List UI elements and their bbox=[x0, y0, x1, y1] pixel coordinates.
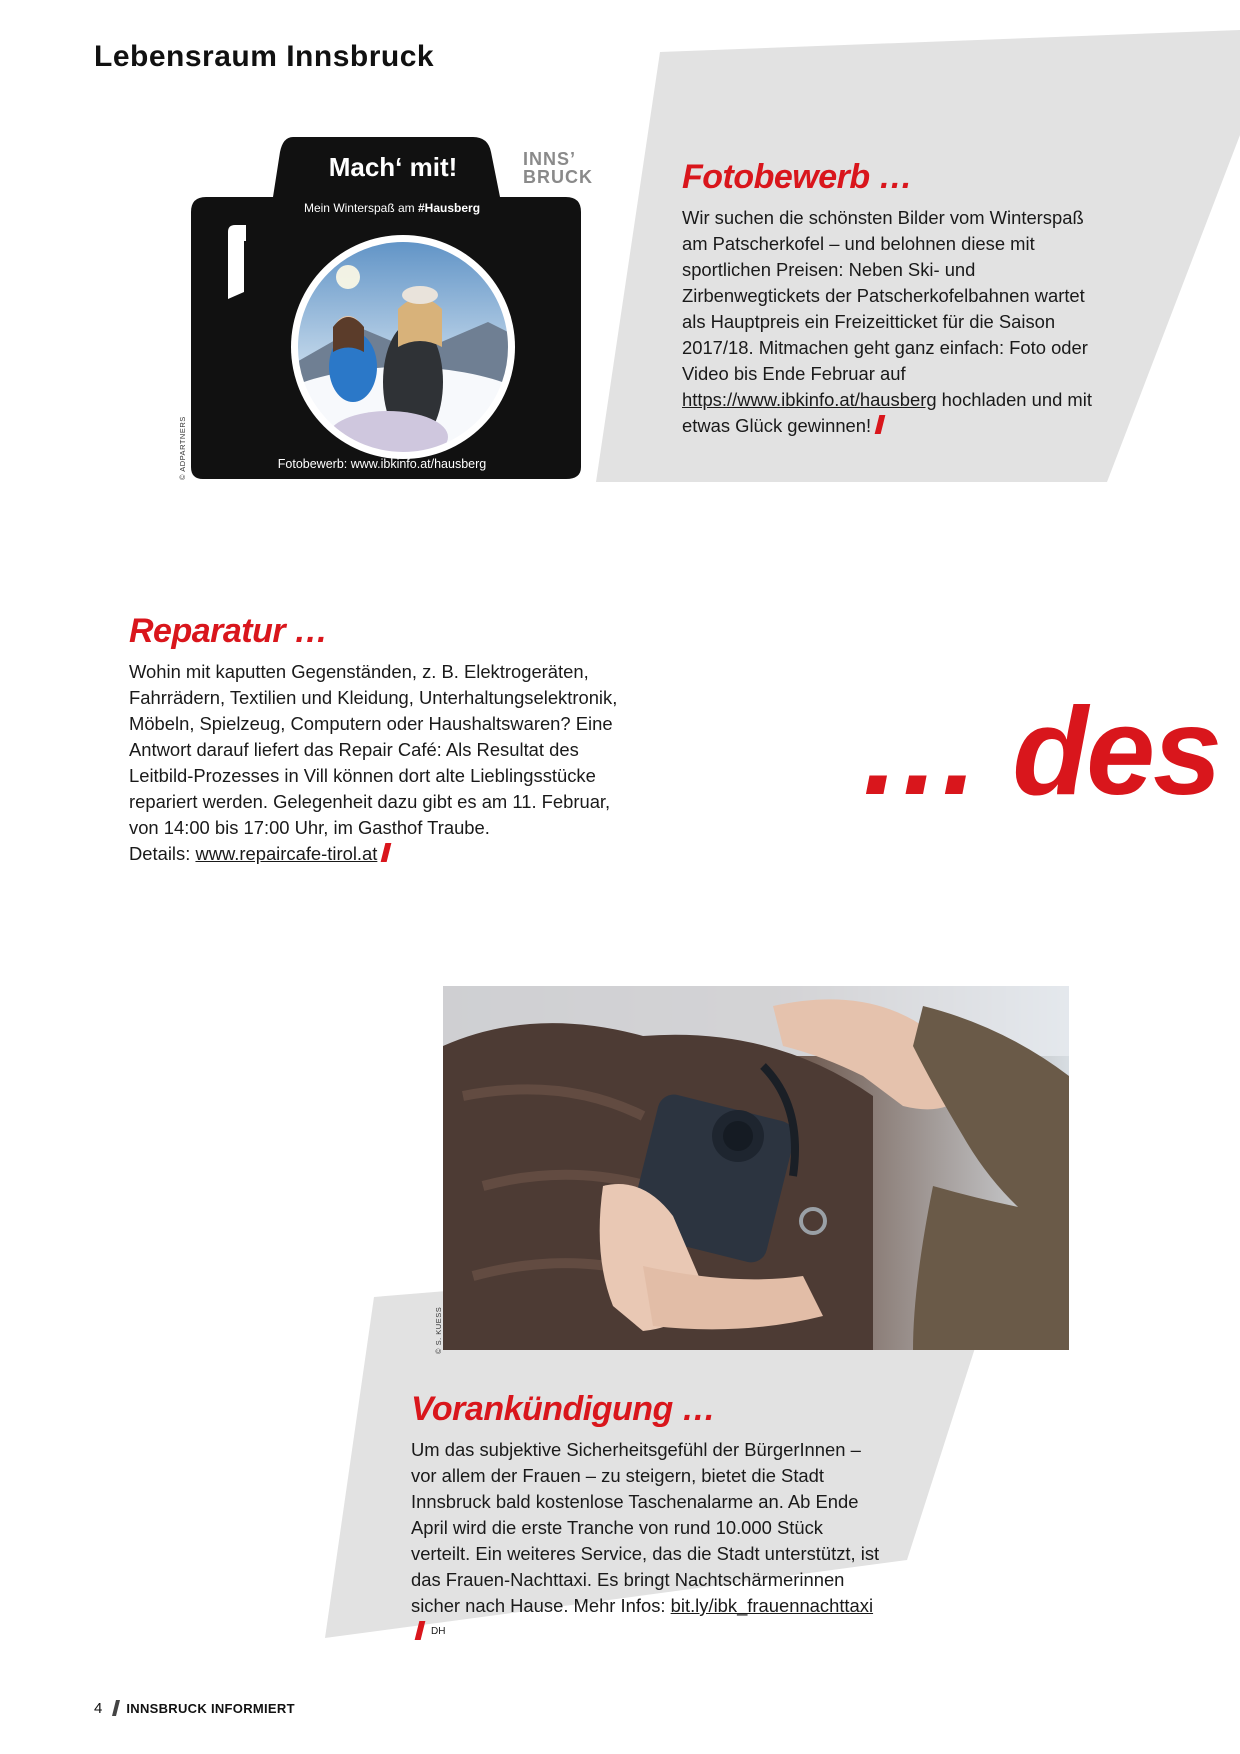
article-heading: Vorankündigung … bbox=[411, 1390, 716, 1428]
page-number: 4 bbox=[94, 1700, 103, 1717]
article-heading: Reparatur … bbox=[129, 612, 328, 650]
promo-camera-graphic bbox=[188, 137, 598, 482]
photo-credit-adpartners: © ADPARTNERS bbox=[178, 416, 187, 480]
page-section-title: Lebensraum Innsbruck bbox=[94, 40, 435, 73]
details-label: Details: bbox=[129, 843, 196, 864]
big-display-text: … des bbox=[857, 683, 1220, 821]
end-mark-icon bbox=[415, 1621, 426, 1640]
brand-line-1: INNS’ bbox=[523, 149, 577, 169]
end-mark-icon bbox=[381, 843, 392, 862]
article-text-end: hochladen und mit etwas Glück gewinnen! bbox=[682, 389, 1092, 436]
article-fotobewerb bbox=[682, 158, 1102, 439]
article-body bbox=[129, 659, 629, 867]
innsbruck-brand-logo bbox=[523, 150, 593, 186]
article-body bbox=[682, 205, 1102, 439]
article-vorankuendigung bbox=[411, 1390, 881, 1645]
camera-bracket-icon bbox=[228, 225, 246, 299]
promo-tagline bbox=[272, 201, 512, 215]
article-body bbox=[411, 1437, 881, 1645]
brand-line-2: BRUCK bbox=[523, 167, 593, 187]
promo-headline: Mach‘ mit! bbox=[328, 152, 458, 182]
promo-tagline-prefix: Mein Winterspaß am bbox=[303, 201, 418, 215]
promo-hashtag: #Hausberg bbox=[418, 201, 481, 215]
publication-name: INNSBRUCK INFORMIERT bbox=[126, 1701, 295, 1716]
article-heading: Fotobewerb … bbox=[682, 158, 913, 196]
hausberg-link[interactable]: https://www.ibkinfo.at/hausberg bbox=[682, 389, 937, 410]
author-signature: DH bbox=[431, 1626, 446, 1637]
pocket-alarm-photo bbox=[443, 986, 1069, 1350]
article-text: Wohin mit kaputten Gegenständen, z. B. Elektrogeräten, Fahrrädern, Textilien und Kleidung, Unterhaltungselektronik, Möbeln, Spielzeug, Computern oder Haushaltswaren? Eine Antwort darauf liefert das Repair Café: Als Resultat des Leitbild-Prozesses in Vill können dort alte Lieblingsstücke repariert werden. Gelegenheit dazu gibt es am 11. Februar, von 14:00 bis 17:00 Uhr, im Gasthof Traube. bbox=[129, 661, 618, 838]
photo-credit-kuess: © S. KUESS bbox=[434, 1306, 443, 1354]
article-text: Wir suchen die schönsten Bilder vom Winterspaß am Patscherkofel – und belohnen diese mit sportlichen Preisen: Neben Ski- und Zirbenwegtickets der Patscherkofelbahnen wartet als Hauptpreis ein Freizeitticket für die Saison 2017/18. Mitmachen geht ganz einfach: Foto oder Video bis Ende Februar auf bbox=[682, 207, 1088, 384]
article-reparatur bbox=[129, 612, 629, 867]
repaircafe-link[interactable]: www.repaircafe-tirol.at bbox=[195, 843, 378, 864]
promo-footer-url: Fotobewerb: www.ibkinfo.at/hausberg bbox=[277, 457, 487, 471]
article-text: Um das subjektive Sicherheitsgefühl der BürgerInnen – vor allem der Frauen – zu steigern, bietet die Stadt Innsbruck bald kostenlose Taschenalarme an. Ab Ende April wird die erste Tranche von rund 10.000 Stück verteilt. Ein weiteres Service, das die Stadt unterstützt, ist das Frauen-Nachttaxi. Es bringt Nachtschärmerinnen sicher nach Hause. Mehr Infos: bbox=[411, 1439, 880, 1616]
frauennachttaxi-link[interactable]: bit.ly/ibk_frauennachttaxi bbox=[670, 1595, 874, 1616]
page-footer bbox=[94, 1700, 295, 1717]
end-mark-icon bbox=[875, 415, 886, 434]
footer-divider-icon bbox=[112, 1700, 120, 1716]
